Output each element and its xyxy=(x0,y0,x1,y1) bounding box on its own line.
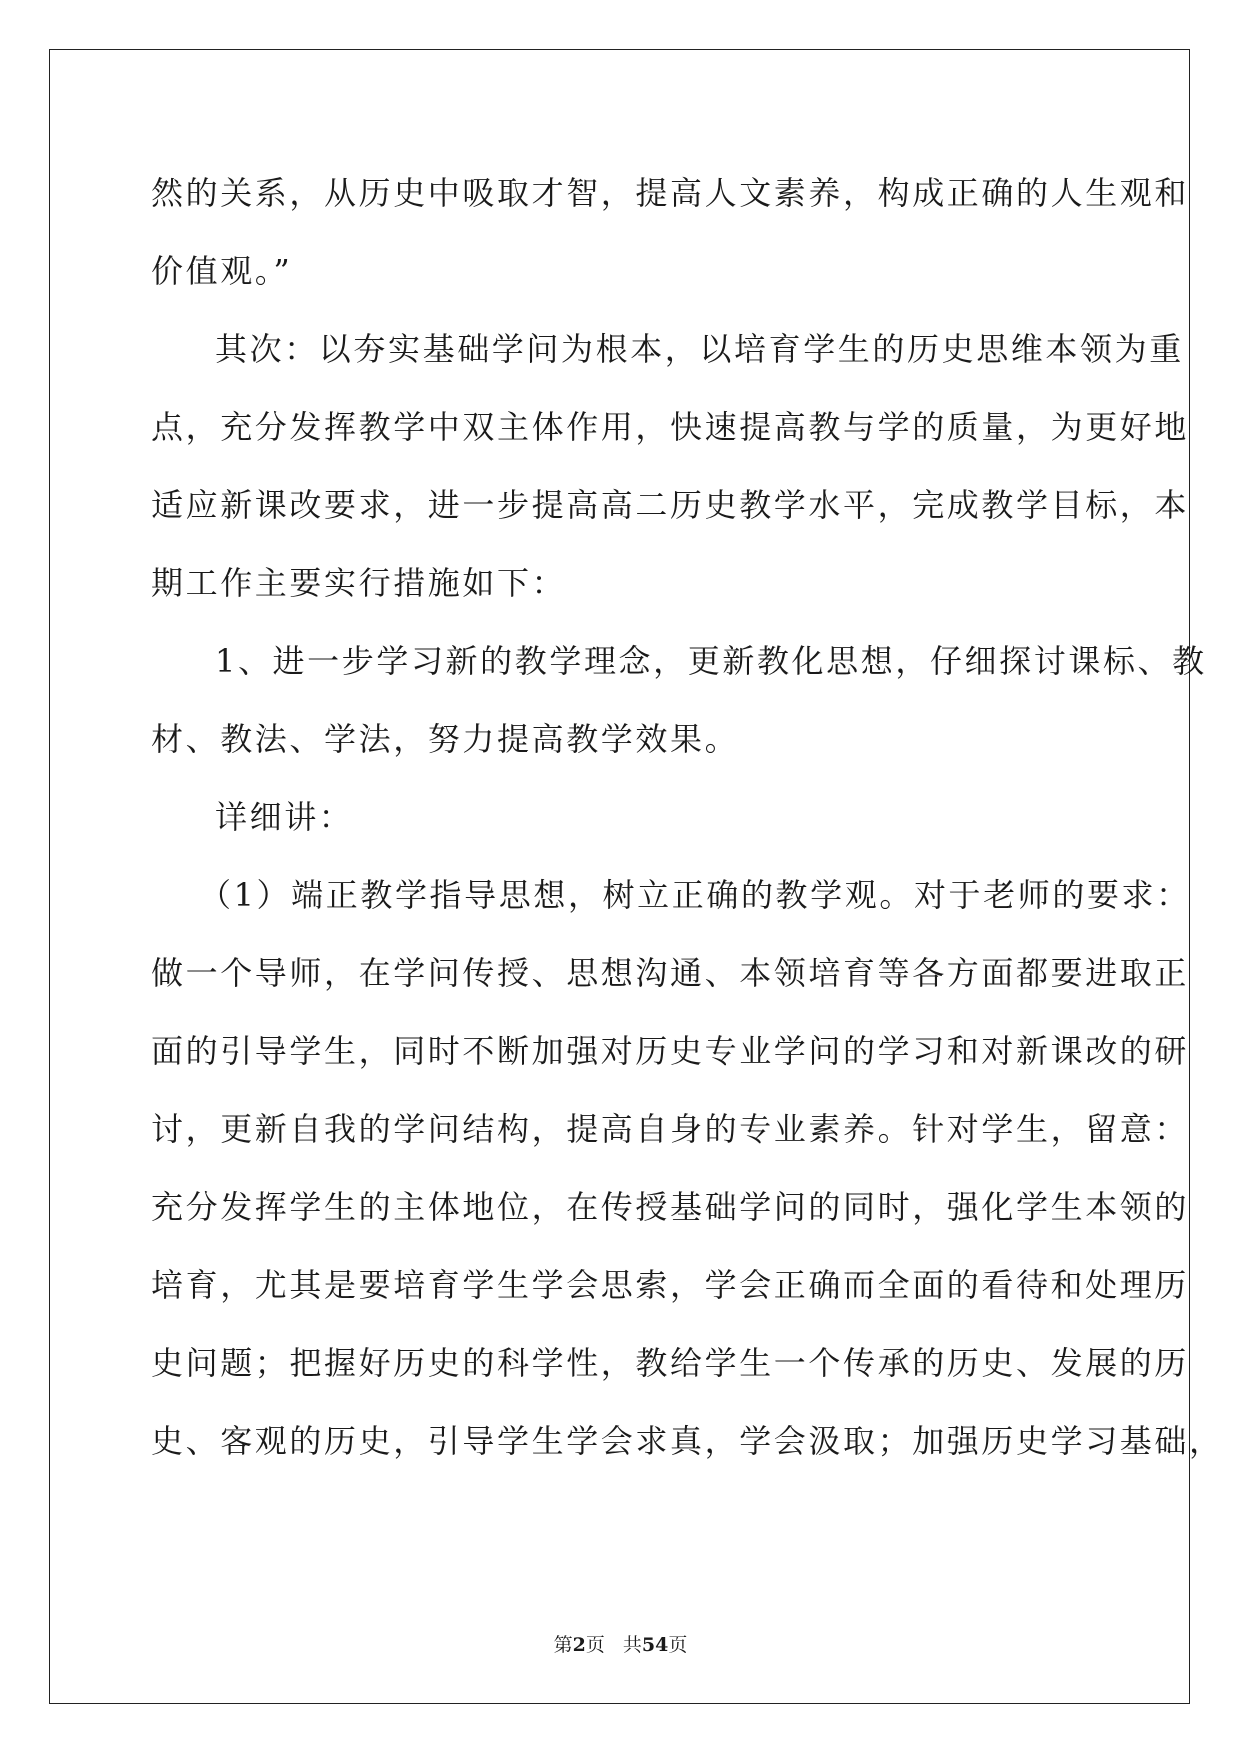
text-line-15-text: 培育，尤其是要培育学生学会思索，学会正确而全面的看待和处理历 xyxy=(151,1266,1190,1304)
text-line-4 xyxy=(151,394,1190,472)
text-line-10-text: （1）端正教学指导思想，树立正确的教学观。对于老师的要求： xyxy=(199,876,1191,914)
text-line-5 xyxy=(151,472,1190,550)
total-prefix: 共 xyxy=(622,1634,642,1656)
total-suffix: 页 xyxy=(668,1634,688,1656)
text-line-11-text: 做一个导师，在学问传授、思想沟通、本领培育等各方面都要进取正 xyxy=(151,954,1190,992)
text-line-13-text: 讨，更新自我的学问结构，提高自身的专业素养。针对学生，留意： xyxy=(151,1110,1190,1148)
text-line-17 xyxy=(151,1408,1224,1486)
text-line-4-text: 点，充分发挥教学中双主体作用，快速提高教与学的质量，为更好地 xyxy=(151,408,1190,446)
text-line-1 xyxy=(151,160,1190,238)
text-line-16 xyxy=(151,1330,1190,1408)
page-suffix: 页 xyxy=(585,1634,605,1656)
text-line-5-text: 适应新课改要求，进一步提高高二历史教学水平，完成教学目标，本 xyxy=(151,486,1190,524)
text-line-8 xyxy=(151,706,1091,784)
text-line-16-text: 史问题；把握好历史的科学性，教给学生一个传承的历史、发展的历 xyxy=(151,1344,1190,1382)
text-line-14-text: 充分发挥学生的主体地位，在传授基础学问的同时，强化学生本领的 xyxy=(151,1188,1190,1226)
text-line-15 xyxy=(151,1252,1190,1330)
text-line-7 xyxy=(151,628,1207,706)
text-line-3-text: 其次：以夯实基础学问为根本，以培育学生的历史思维本领为重 xyxy=(215,330,1184,368)
text-line-1-text: 然的关系，从历史中吸取才智，提高人文素养，构成正确的人生观和 xyxy=(151,174,1190,212)
text-line-12-text: 面的引导学生，同时不断加强对历史专业学问的学习和对新课改的研 xyxy=(151,1032,1190,1070)
text-line-9 xyxy=(151,784,1091,862)
current-page-number: 2 xyxy=(572,1634,586,1656)
text-line-8-text: 材、教法、学法，努力提高教学效果。 xyxy=(151,720,740,758)
total-page-count: 54 xyxy=(641,1634,669,1656)
text-line-10 xyxy=(151,862,1191,940)
text-line-6 xyxy=(151,550,1091,628)
text-line-13 xyxy=(151,1096,1190,1174)
text-line-6-text: 期工作主要实行措施如下： xyxy=(151,564,567,602)
text-line-2-text: 价值观。” xyxy=(151,252,293,290)
text-line-14 xyxy=(151,1174,1190,1252)
text-line-17-text: 史、客观的历史，引导学生学会求真，学会汲取；加强历史学习基础， xyxy=(151,1422,1224,1460)
text-line-2 xyxy=(151,238,1091,316)
text-line-11 xyxy=(151,940,1190,1018)
page-prefix: 第 xyxy=(553,1634,573,1656)
text-line-7-text: 1、进一步学习新的教学理念，更新教化思想，仔细探讨课标、教 xyxy=(215,642,1207,680)
page-footer xyxy=(0,1630,1241,1657)
text-line-9-text: 详细讲： xyxy=(215,798,354,836)
document-body xyxy=(151,160,1224,1486)
text-line-3 xyxy=(151,316,1184,394)
text-line-12 xyxy=(151,1018,1190,1096)
